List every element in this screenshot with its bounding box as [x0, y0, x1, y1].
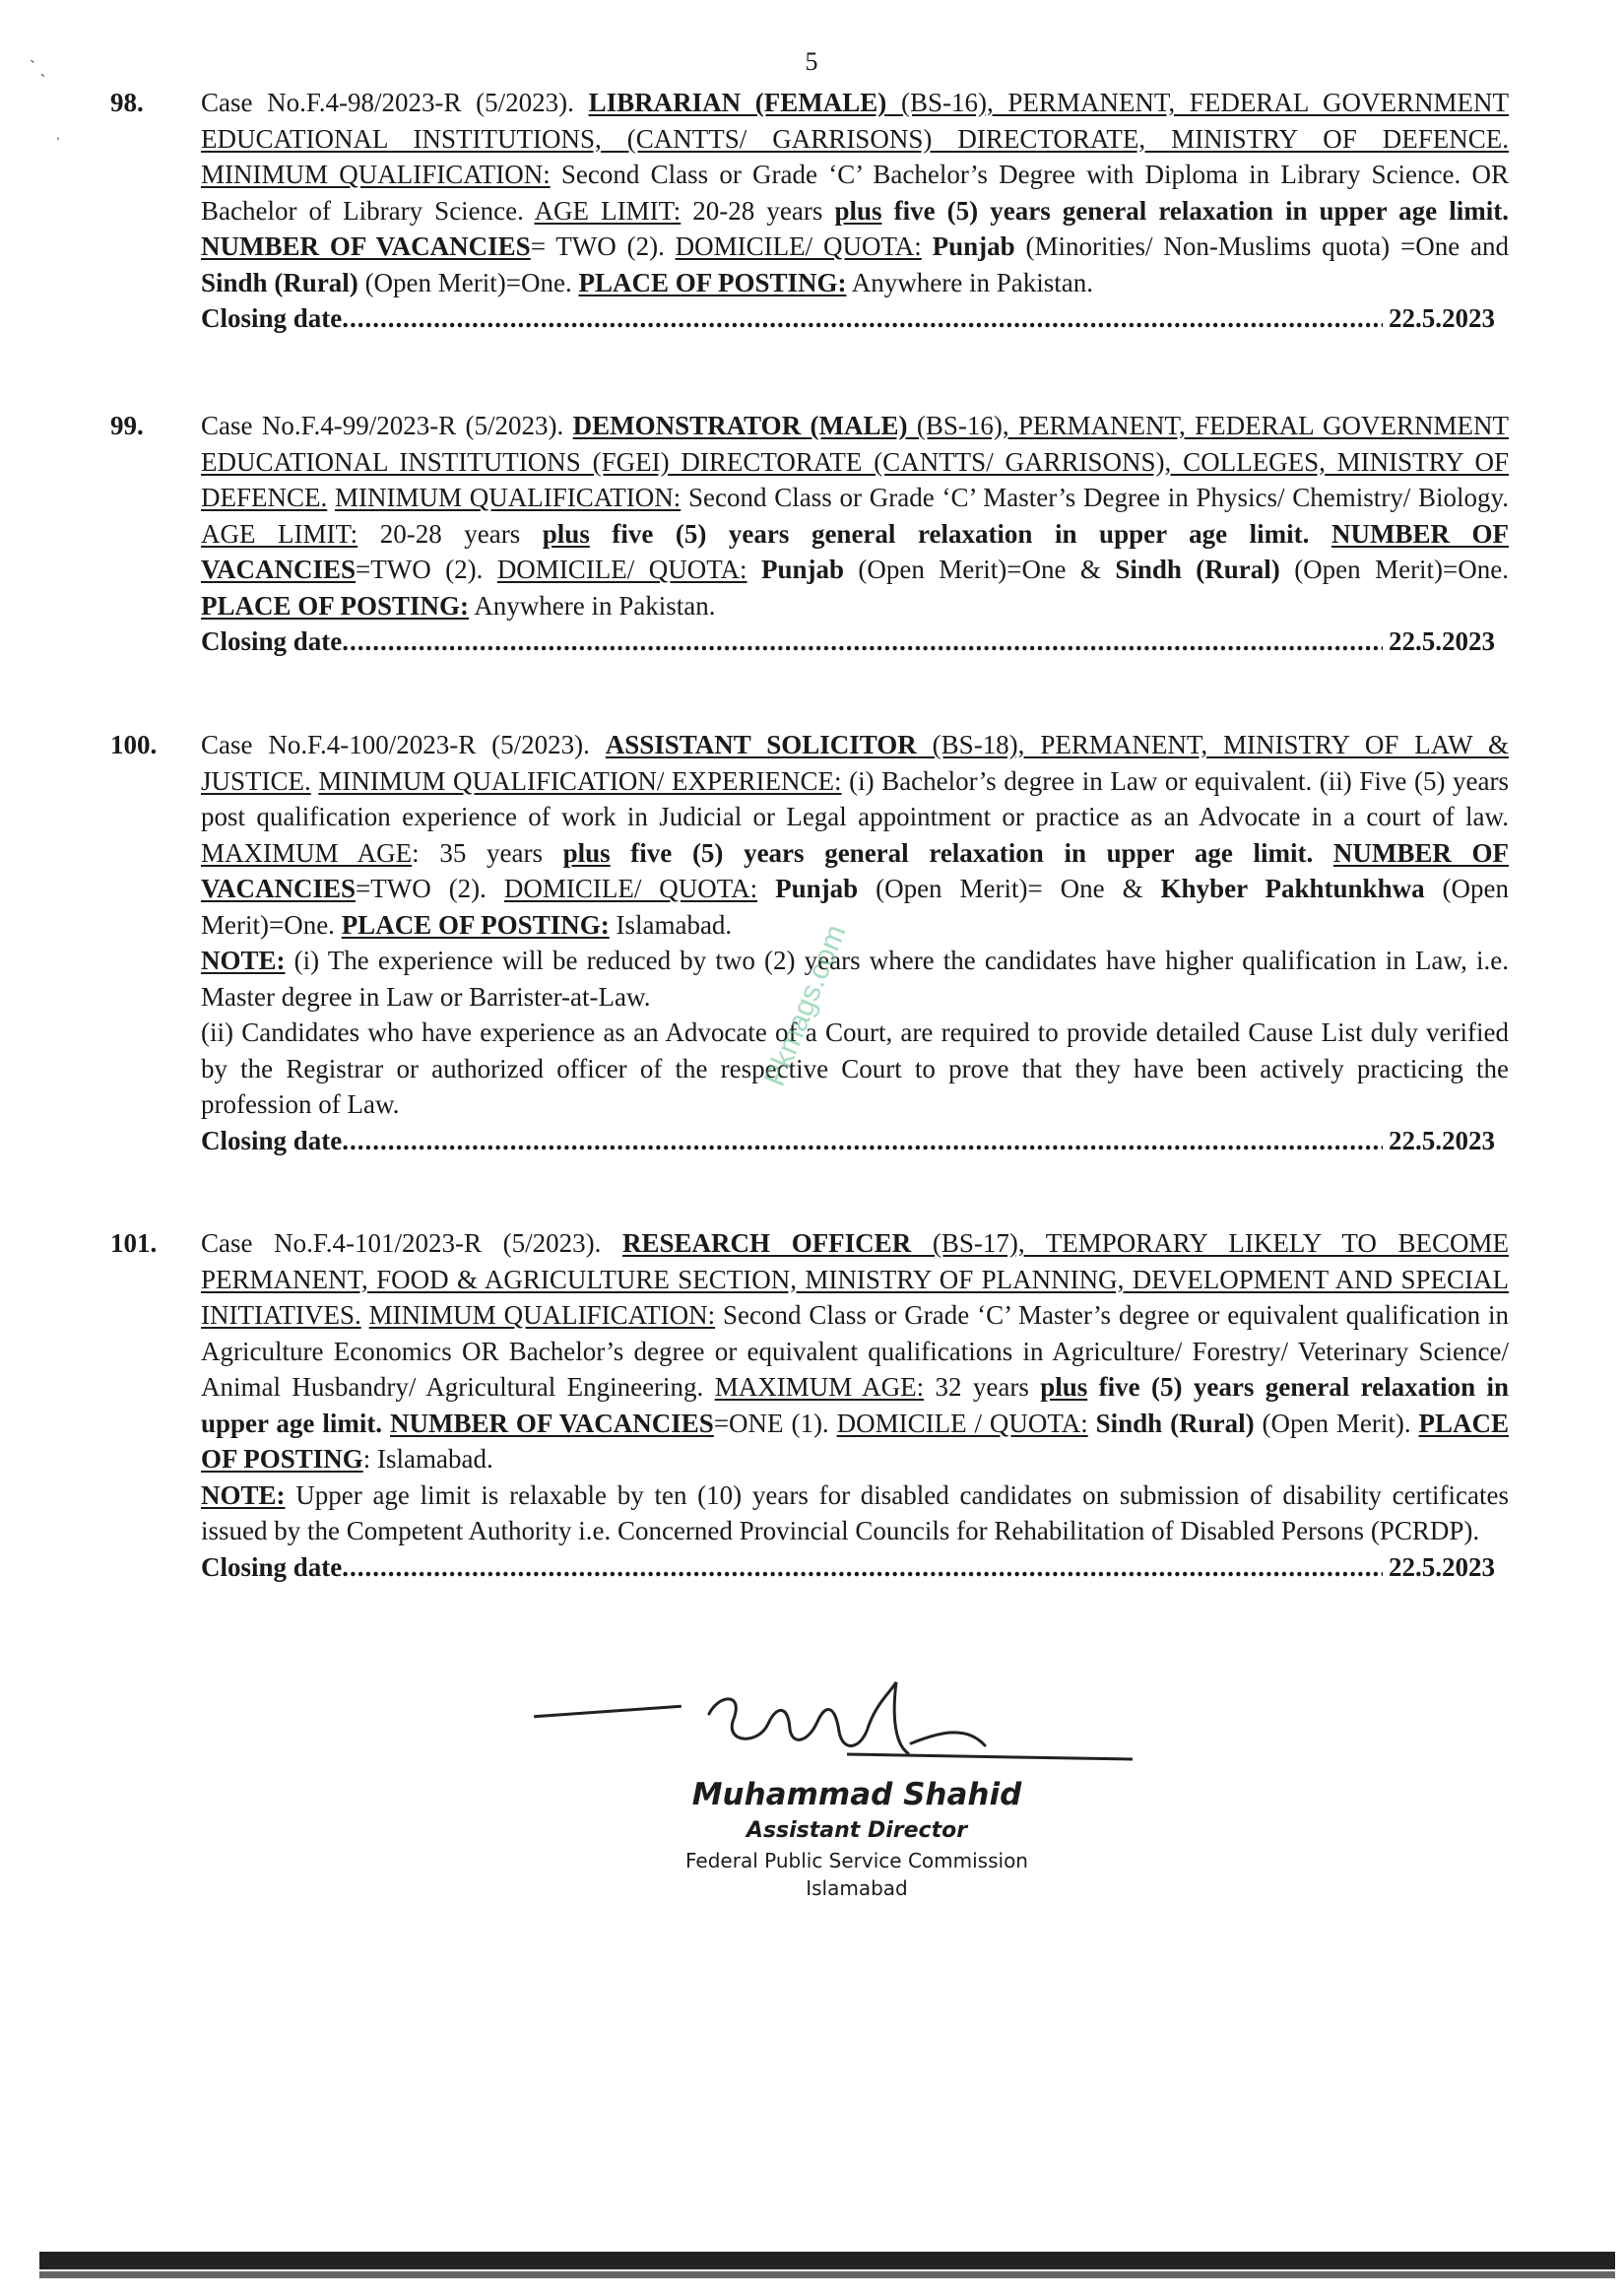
text-run: MINIMUM QUALIFICATION: — [368, 1300, 716, 1330]
text-run: Sindh (Rural) — [1095, 1408, 1255, 1438]
case-number: 99. — [110, 411, 144, 440]
text-run: (Open Merit)=One & — [844, 555, 1116, 584]
closing-date-label: Closing date — [201, 1125, 343, 1155]
text-run: DOMICILE/ QUOTA: — [496, 555, 747, 584]
text-run: Punjab — [932, 231, 1015, 261]
text-run: plus — [542, 518, 590, 549]
text-run: MINIMUM QUALIFICATION/ EXPERIENCE: — [318, 765, 842, 796]
text-run: Sindh (Rural) — [1115, 555, 1280, 584]
page-number: 5 — [805, 47, 818, 76]
text-run: Case No.F.4-101/2023-R (5/2023). — [201, 1228, 623, 1258]
text-run: NUMBER OF VACANCIES — [201, 837, 1510, 903]
text-run: Punjab — [775, 874, 859, 903]
case-98 — [110, 85, 1509, 337]
text-run: NUMBER OF VACANCIES — [201, 518, 1509, 584]
text-run: NUMBER OF VACANCIES — [389, 1408, 714, 1438]
case-100 — [110, 727, 1509, 1158]
text-run: =TWO (2). — [356, 555, 497, 584]
text-run: (BS-16), PERMANENT, FEDERAL GOVERNMENT EDUCATIONAL INSTITUTIONS, (CANTTS/ GARRISONS) DIRECTORATE, MINISTRY OF DEFENCE. — [201, 88, 1509, 154]
closing-date-label: Closing date — [201, 303, 343, 333]
case-99 — [110, 408, 1509, 660]
text-run: : Islamabad. — [362, 1444, 493, 1474]
leader-dots — [342, 1549, 1383, 1586]
text-run: AGE LIMIT: — [534, 195, 682, 226]
leader-dots — [342, 300, 1383, 337]
text-run: DOMICILE/ QUOTA: — [503, 874, 758, 903]
signature-block — [522, 1674, 1152, 1931]
text-run: NOTE: — [201, 946, 286, 975]
text-run: plus — [1040, 1372, 1088, 1402]
text-run: AGE LIMIT: — [201, 518, 358, 549]
signatory-city: Islamabad — [806, 1876, 908, 1900]
closing-date: 22.5.2023 — [1389, 1551, 1495, 1582]
text-run — [922, 231, 933, 261]
closing-date-label: Closing date — [201, 1551, 343, 1582]
text-run: Case No.F.4-98/2023-R (5/2023). — [201, 88, 589, 117]
text-run: =TWO (2). — [356, 874, 504, 903]
text-run — [327, 483, 335, 512]
text-run: Punjab — [760, 555, 844, 584]
scan-border — [39, 2271, 1615, 2278]
text-run: Case No.F.4-99/2023-R (5/2023). — [201, 411, 573, 440]
closing-date: 22.5.2023 — [1389, 626, 1495, 656]
text-run: PLACE OF POSTING — [201, 1408, 1510, 1474]
text-run: =ONE (1). — [713, 1408, 837, 1438]
text-run: (BS-16), PERMANENT, FEDERAL GOVERNMENT EDUCATIONAL INSTITUTIONS (FGEI) DIRECTORATE (CANTTS/ GARRISONS), COLLEGES, MINISTRY OF DEFENCE. — [201, 411, 1509, 512]
text-run: (Open Merit). — [1254, 1408, 1419, 1438]
text-run: Khyber Pakhtunkhwa — [1160, 874, 1425, 903]
text-run: Second Class or Grade ‘C’ Bachelor’s Degree with Diploma in Library Science. OR Bachelor of Library Science. — [201, 160, 1509, 226]
text-run: (Open Merit)=One. — [201, 874, 1510, 940]
text-run: NOTE: — [201, 1479, 286, 1510]
text-run: MAXIMUM AGE — [201, 837, 413, 868]
closing-date: 22.5.2023 — [1389, 1125, 1495, 1155]
case-number: 101. — [110, 1228, 158, 1258]
closing-date-row — [201, 1123, 1509, 1159]
text-run: (BS-17), TEMPORARY LIKELY TO BECOME PERMANENT, FOOD & AGRICULTURE SECTION, MINISTRY OF PLANNING, DEVELOPMENT AND SPECIAL INITIATIVES. — [201, 1228, 1510, 1330]
signatory — [650, 1777, 1064, 1900]
scan-mark: ˌ — [55, 120, 61, 140]
text-run: Anywhere in Pakistan. — [469, 590, 716, 621]
case-body — [201, 727, 1509, 943]
text-run: DOMICILE/ QUOTA: — [675, 231, 922, 261]
leader-dots — [342, 1123, 1383, 1159]
text-run: : 35 years — [412, 837, 563, 868]
text-run: (Open Merit)=One. — [357, 267, 579, 297]
case-body — [201, 85, 1509, 300]
note-paragraph — [201, 943, 1509, 1015]
signatory-organization: Federal Public Service Commission — [685, 1849, 1028, 1872]
text-run: (ii) Candidates who have experience as an Advocate of a Court, are required to provide detailed Cause List duly verified by the Registrar or authorized officer of the respective Court to prove that they have been actively practicing the profession of Law. — [201, 1017, 1509, 1119]
text-run: NUMBER OF VACANCIES — [201, 231, 531, 261]
text-run: Second Class or Grade ‘C’ Master’s Degree in Physics/ Chemistry/ Biology. — [681, 483, 1509, 512]
text-run: RESEARCH OFFICER — [622, 1228, 912, 1258]
text-run — [1088, 1409, 1096, 1438]
closing-date-row — [201, 300, 1509, 337]
text-run: Upper age limit is relaxable by ten (10) years for disabled candidates on submission of disability certificates issued by the Competent Authority i.e. Concerned Provincial Councils for Rehabilitation of Disabled Persons (PCRDP). — [201, 1479, 1509, 1545]
text-run: Anywhere in Pakistan. — [846, 267, 1093, 297]
text-run — [757, 874, 775, 903]
scan-border — [39, 2252, 1615, 2269]
text-run: five (5) years general relaxation in upper age limit. — [610, 837, 1333, 868]
text-run: five (5) years general relaxation in upper age limit. — [589, 518, 1331, 549]
text-run: (BS-18), PERMANENT, MINISTRY OF LAW & JUSTICE. — [201, 730, 1509, 796]
closing-date-row — [201, 1549, 1509, 1586]
watermark: Pkmags.com — [758, 920, 853, 1091]
leader-dots — [342, 623, 1383, 660]
case-body — [201, 1225, 1509, 1477]
text-run: MAXIMUM AGE: — [714, 1372, 925, 1402]
text-run: = TWO (2). — [530, 231, 676, 261]
case-number: 98. — [110, 88, 144, 117]
handwritten-signature — [522, 1674, 1152, 1783]
closing-date-row — [201, 623, 1509, 660]
text-run: plus — [834, 195, 882, 226]
text-run — [747, 555, 761, 584]
text-run — [361, 1300, 369, 1330]
text-run: plus — [562, 837, 611, 868]
note-paragraph — [201, 1477, 1509, 1549]
case-notes — [201, 943, 1509, 1123]
text-run: Islamabad. — [609, 909, 733, 940]
text-run: five (5) years general relaxation in upper age limit. — [201, 1372, 1509, 1438]
text-run: (i) Bachelor’s degree in Law or equivalent. (ii) Five (5) years post qualification experience of work in Judicial or Legal appointment or practice as an Advocate in a court of law. — [201, 765, 1510, 831]
text-run: (Minorities/ Non-Muslims quota) =One and — [1014, 231, 1510, 261]
text-run: MINIMUM QUALIFICATION: — [335, 483, 682, 512]
text-run: Second Class or Grade ‘C’ Master’s degree or equivalent qualification in Agriculture Economics OR Bachelor’s degree or equivalent qualifications in Agriculture/ Forestry/ Veterinary Science/ Animal Husbandry/ Agricultural Engineering. — [201, 1300, 1510, 1402]
text-run: five (5) years general relaxation in upper age limit. — [881, 195, 1509, 226]
closing-date-label: Closing date — [201, 626, 343, 656]
text-run: DEMONSTRATOR (MALE) — [572, 411, 908, 440]
text-run: PLACE OF POSTING: — [341, 909, 610, 940]
text-run: Sindh (Rural) — [201, 267, 358, 297]
text-run: PLACE OF POSTING: — [201, 590, 470, 621]
case-notes — [201, 1477, 1509, 1549]
note-paragraph — [201, 1015, 1509, 1123]
text-run: Case No.F.4-100/2023-R (5/2023). — [201, 730, 606, 759]
signatory-name: Muhammad Shahid — [691, 1777, 1022, 1812]
text-run: LIBRARIAN (FEMALE) — [588, 88, 887, 117]
case-number: 100. — [110, 730, 158, 759]
text-run: PLACE OF POSTING: — [578, 267, 847, 297]
text-run: (Open Merit)=One. — [1279, 555, 1510, 584]
text-run: 20-28 years — [681, 195, 835, 226]
text-run: (i) The experience will be reduced by two (2) years where the candidates have higher qualification in Law, i.e. Master degree in Law or Barrister-at-Law. — [201, 946, 1509, 1012]
case-101 — [110, 1225, 1509, 1585]
text-run: ASSISTANT SOLICITOR — [605, 730, 917, 759]
text-run: 32 years — [924, 1372, 1041, 1402]
scan-mark: ˋ ˎ — [30, 57, 46, 77]
text-run: MINIMUM QUALIFICATION: — [201, 160, 551, 189]
text-run: (Open Merit)= One & — [858, 874, 1161, 903]
case-body — [201, 408, 1509, 623]
closing-date: 22.5.2023 — [1389, 303, 1495, 333]
signatory-title: Assistant Director — [746, 1818, 968, 1843]
text-run: DOMICILE / QUOTA: — [836, 1408, 1088, 1438]
text-run: 20-28 years — [357, 518, 543, 549]
